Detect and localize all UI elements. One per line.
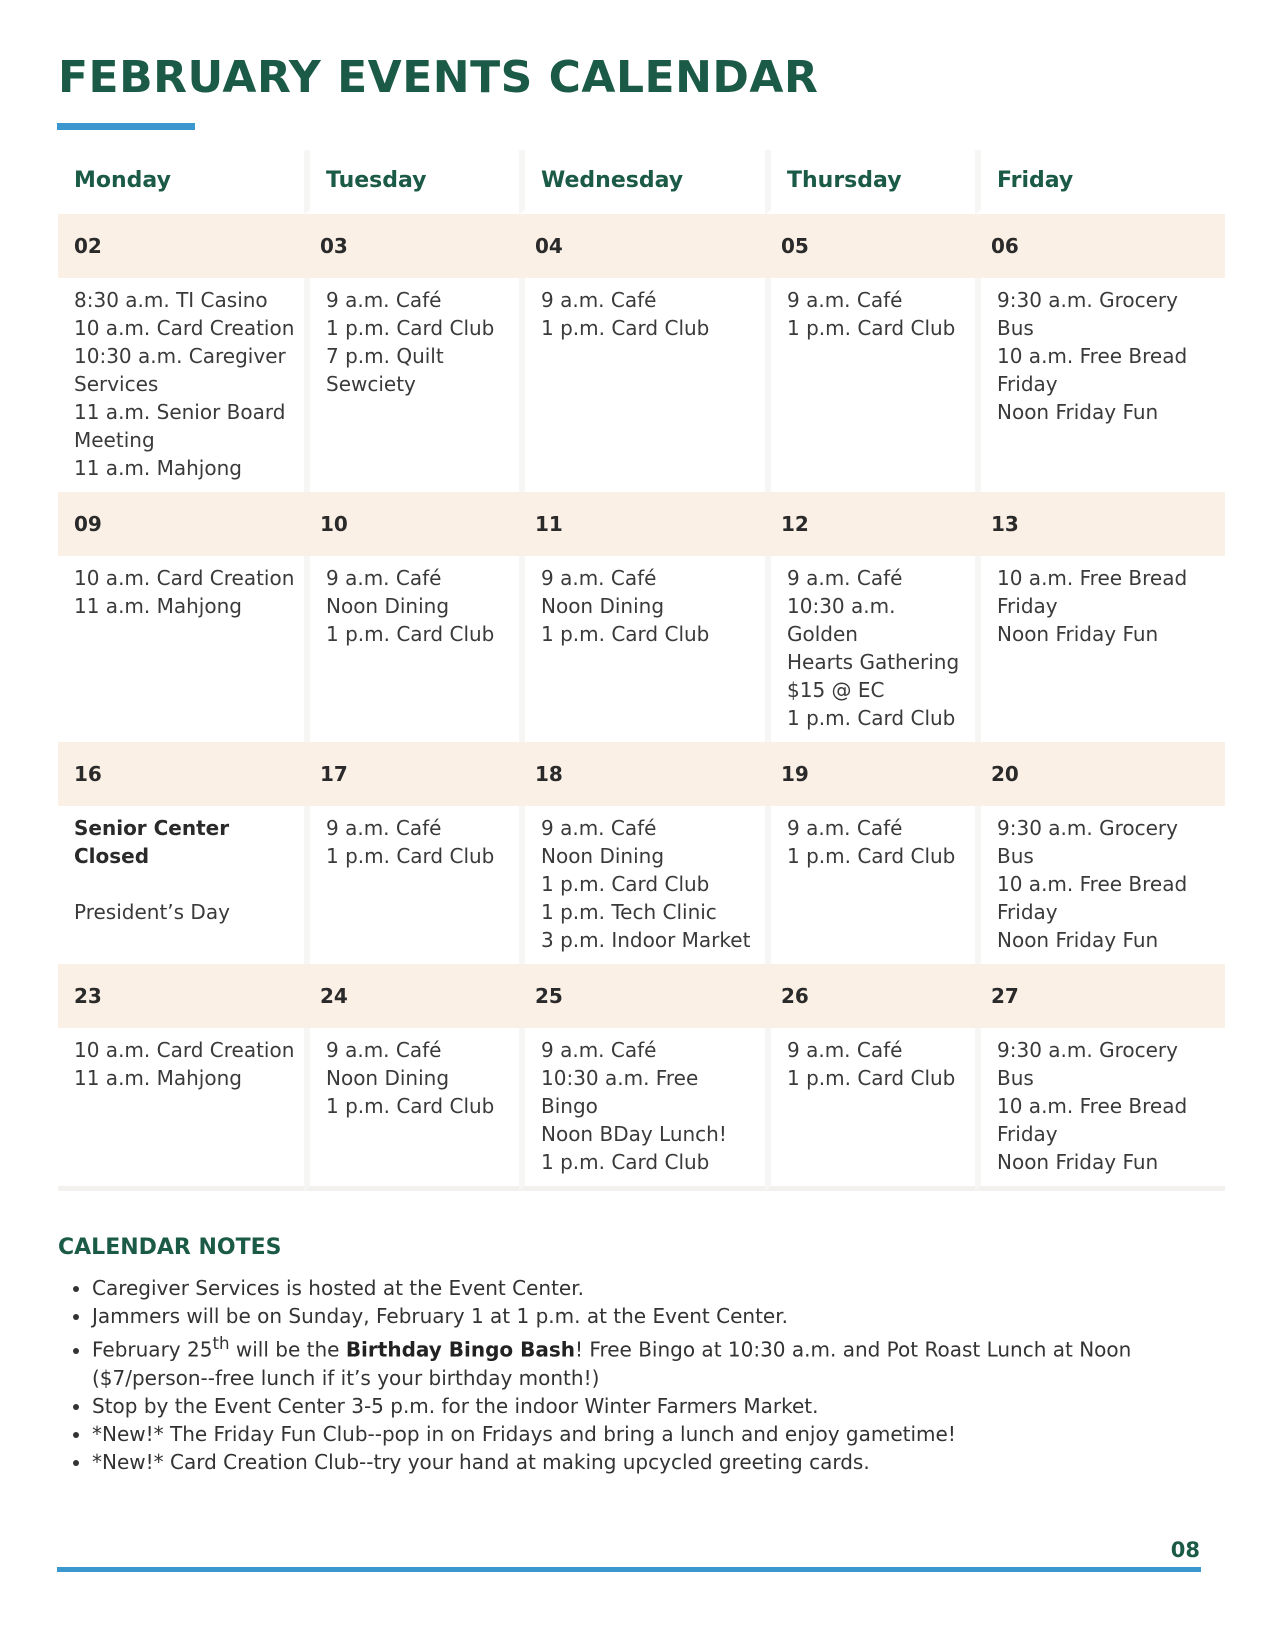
events-cell [519,278,765,492]
event-item: Noon Dining [541,844,665,868]
date-cell: 20 [975,742,1225,806]
events-cell [519,1028,765,1191]
date-cell: 23 [58,964,304,1028]
note-item [92,1330,1222,1392]
event-item: 1 p.m. Card Club [787,1066,956,1090]
events-row [58,806,1225,964]
date-cell: 17 [304,742,519,806]
events-cell [58,278,304,492]
note-text: February 25 [92,1337,213,1362]
event-item: 9 a.m. Café [787,816,903,840]
event-item: Bus [997,844,1034,868]
calendar-body [58,214,1225,1191]
event-item: Friday [997,900,1058,924]
event-item: 9 a.m. Café [541,1038,657,1062]
events-cell [975,806,1225,964]
events-row [58,1028,1225,1191]
weekday-header: Friday [975,150,1225,214]
events-cell [975,1028,1225,1191]
event-item: 9 a.m. Café [541,816,657,840]
events-cell [304,1028,519,1191]
event-item: Bus [997,316,1034,340]
date-row [58,214,1225,278]
events-cell [58,1028,304,1191]
date-cell: 19 [765,742,975,806]
event-item: 10 a.m. Free Bread [997,344,1188,368]
events-row [58,556,1225,742]
event-item: President’s Day [74,900,230,924]
date-cell: 03 [304,214,519,278]
event-item: 9 a.m. Café [787,288,903,312]
weekday-header: Thursday [765,150,975,214]
note-item: • Jammers will be on Sunday, February 1 at 1 p.m. at the Event Center. [92,1302,1222,1330]
page-title: FEBRUARY EVENTS CALENDAR [58,52,819,103]
date-row [58,964,1225,1028]
event-item: 7 p.m. Quilt [326,344,444,368]
date-cell: 02 [58,214,304,278]
event-item: Noon Friday Fun [997,1150,1159,1174]
event-item: 1 p.m. Card Club [326,316,495,340]
event-item: 11 a.m. Mahjong [74,1066,242,1090]
event-item: 10:30 a.m. Golden [787,594,896,646]
event-item: 10 a.m. Card Creation [74,1038,295,1062]
event-item: 9:30 a.m. Grocery [997,1038,1178,1062]
date-cell: 10 [304,492,519,556]
event-item: Friday [997,372,1058,396]
note-text: ! Free Bingo at 10:30 a.m. and Pot Roast Lunch at Noon ($7/person--free lunch if it’s your birthday month!) [92,1337,1132,1390]
event-item: 9 a.m. Café [326,566,442,590]
date-cell: 26 [765,964,975,1028]
event-item: 1 p.m. Card Club [787,706,956,730]
date-cell: 16 [58,742,304,806]
event-item: 9:30 a.m. Grocery [997,816,1178,840]
title-underline [57,123,195,130]
event-item: Noon Friday Fun [997,622,1159,646]
event-item: 9 a.m. Café [541,288,657,312]
event-item: Noon Dining [541,594,665,618]
date-cell: 06 [975,214,1225,278]
date-cell: 04 [519,214,765,278]
date-row [58,742,1225,806]
date-cell: 13 [975,492,1225,556]
date-cell: 11 [519,492,765,556]
date-cell: 09 [58,492,304,556]
event-item: Meeting [74,428,155,452]
footer-rule [57,1567,1201,1572]
date-cell: 27 [975,964,1225,1028]
events-cell [975,556,1225,742]
date-cell: 25 [519,964,765,1028]
event-item: Sewciety [326,372,416,396]
events-cell [304,556,519,742]
event-item: 10 a.m. Card Creation [74,566,295,590]
event-item: 9 a.m. Café [541,566,657,590]
event-item: Noon Dining [326,1066,450,1090]
event-item: Closed [74,844,150,868]
notes-list [58,1274,1222,1476]
weekday-header: Wednesday [519,150,765,214]
event-item: 11 a.m. Mahjong [74,456,242,480]
event-item: $15 @ EC [787,678,885,702]
event-item: Bus [997,1066,1034,1090]
event-item: 11 a.m. Senior Board [74,400,286,424]
note-text: will be the [229,1337,346,1362]
event-item: Noon Friday Fun [997,400,1159,424]
date-cell: 12 [765,492,975,556]
event-item: Noon Friday Fun [997,928,1159,952]
event-item: 9 a.m. Café [326,288,442,312]
event-item: 9 a.m. Café [326,816,442,840]
event-item: 1 p.m. Card Club [541,1150,710,1174]
event-item: 1 p.m. Card Club [787,316,956,340]
event-item: Noon BDay Lunch! [541,1122,727,1146]
events-cell [58,556,304,742]
event-item: 10:30 a.m. Caregiver [74,344,286,368]
events-cell [58,806,304,964]
event-item: 10:30 a.m. Free Bingo [541,1066,699,1118]
notes-title: CALENDAR NOTES [58,1235,282,1260]
event-item: 3 p.m. Indoor Market [541,928,751,952]
event-item: 1 p.m. Tech Clinic [541,900,717,924]
note-superscript: th [212,1334,230,1353]
event-item: 9 a.m. Café [787,1038,903,1062]
event-item: 9:30 a.m. Grocery [997,288,1178,312]
events-cell [765,1028,975,1191]
events-cell [765,556,975,742]
note-item: • Stop by the Event Center 3-5 p.m. for the indoor Winter Farmers Market. [92,1392,1222,1420]
weekday-header: Monday [58,150,304,214]
page-number: 08 [1170,1538,1200,1562]
event-item: 11 a.m. Mahjong [74,594,242,618]
weekday-header-row [58,150,1225,214]
events-cell [304,278,519,492]
event-item: 8:30 a.m. TI Casino [74,288,268,312]
event-item: 1 p.m. Card Club [326,622,495,646]
date-cell: 05 [765,214,975,278]
events-cell [975,278,1225,492]
event-item: 10 a.m. Free Bread [997,566,1188,590]
events-cell [304,806,519,964]
event-item: Services [74,372,159,396]
event-item: 1 p.m. Card Club [541,316,710,340]
weekday-header: Tuesday [304,150,519,214]
events-cell [765,278,975,492]
event-item: 9 a.m. Café [787,566,903,590]
events-calendar [58,150,1225,1191]
date-cell: 18 [519,742,765,806]
event-item: 10 a.m. Card Creation [74,316,295,340]
date-row [58,492,1225,556]
events-cell [519,556,765,742]
event-item: Noon Dining [326,594,450,618]
event-item: Friday [997,1122,1058,1146]
events-row [58,278,1225,492]
event-item: Friday [997,594,1058,618]
note-item: • Caregiver Services is hosted at the Event Center. [92,1274,1222,1302]
event-item: Senior Center [74,816,230,840]
event-item: 10 a.m. Free Bread [997,1094,1188,1118]
event-item: 1 p.m. Card Club [326,844,495,868]
event-item: 1 p.m. Card Club [541,872,710,896]
event-item: Hearts Gathering [787,650,960,674]
event-item: 1 p.m. Card Club [787,844,956,868]
events-cell [519,806,765,964]
event-item: 10 a.m. Free Bread [997,872,1188,896]
event-item: 9 a.m. Café [326,1038,442,1062]
events-cell [765,806,975,964]
note-item: • *New!* Card Creation Club--try your hand at making upcycled greeting cards. [92,1448,1222,1476]
event-item: 1 p.m. Card Club [541,622,710,646]
date-cell: 24 [304,964,519,1028]
event-item: 1 p.m. Card Club [326,1094,495,1118]
note-item: • *New!* The Friday Fun Club--pop in on Fridays and bring a lunch and enjoy gametime! [92,1420,1222,1448]
note-bold-text: Birthday Bingo Bash [345,1337,576,1362]
